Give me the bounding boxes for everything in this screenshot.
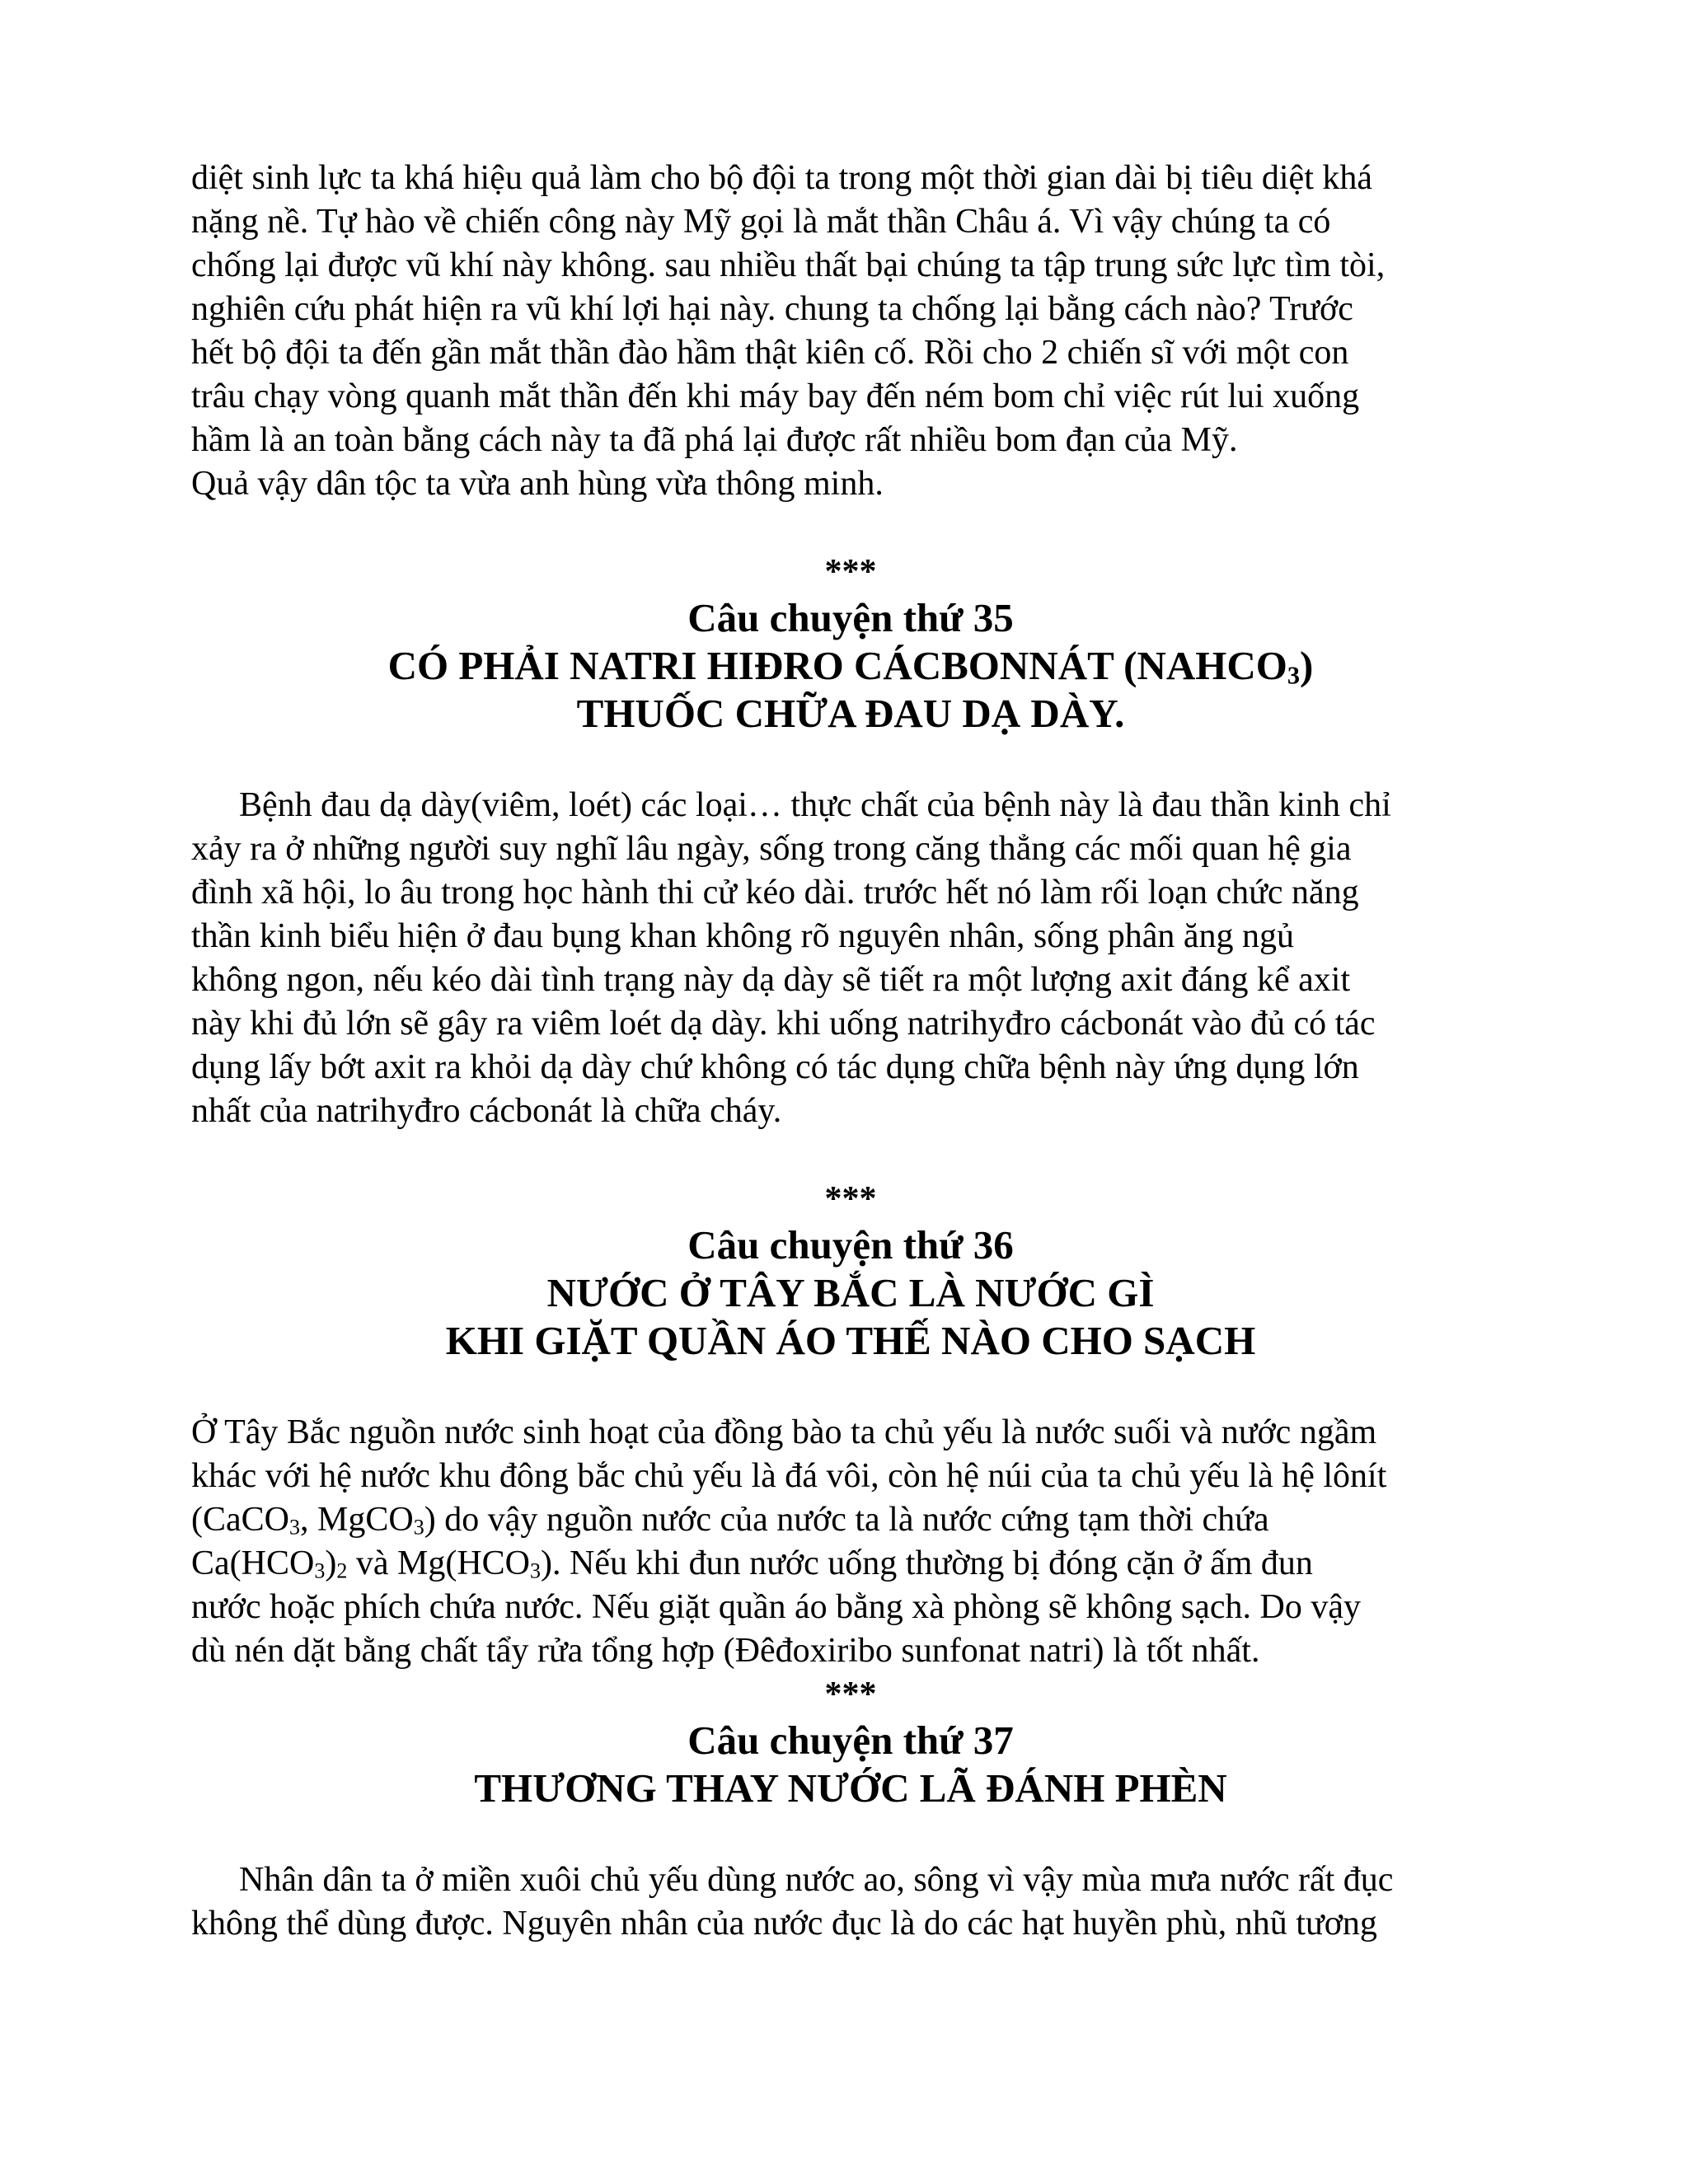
text-line: dù nén dặt bằng chất tẩy rửa tổng hợp (Đêđoxiribo sunfonat natri) là tốt nhất. bbox=[191, 1632, 1260, 1670]
text-line: không ngon, nếu kéo dài tình trạng này dạ dày sẽ tiết ra một lượng axit đáng kể axit bbox=[191, 961, 1351, 999]
text-line: dụng lấy bớt axit ra khỏi dạ dày chứ không có tác dụng chữa bệnh này ứng dụng lớn bbox=[191, 1048, 1359, 1086]
text-line: thần kinh biểu hiện ở đau bụng khan không rõ nguyên nhân, sống phân ăng ngủ bbox=[191, 917, 1294, 955]
text-line: xảy ra ở những người suy nghĩ lâu ngày, sống trong căng thẳng các mối quan hệ gia bbox=[191, 830, 1352, 868]
text-line bbox=[191, 1498, 1510, 1542]
story-36-number: Câu chuyện thứ 36 bbox=[687, 1222, 1014, 1268]
story-35-title-line-1 bbox=[191, 642, 1510, 690]
text-fragment: ) bbox=[325, 1544, 337, 1582]
text-line: đình xã hội, lo âu trong học hành thi cử kéo dài. trước hết nó làm rối loạn chức năng bbox=[191, 874, 1359, 912]
story-35-body bbox=[191, 784, 1510, 1133]
section-separator: *** bbox=[824, 553, 877, 591]
text-line: Ở Tây Bắc nguồn nước sinh hoạt của đồng bào ta chủ yếu là nước suối và nước ngầm bbox=[191, 1413, 1377, 1451]
story-37-number: Câu chuyện thứ 37 bbox=[687, 1718, 1014, 1763]
story-35-title-line-2: THUỐC CHỮA ĐAU DẠ DÀY. bbox=[576, 691, 1125, 736]
text-fragment: (CaCO bbox=[191, 1501, 289, 1539]
text-line: nhất của natrihyđro cácbonát là chữa cháy. bbox=[191, 1092, 782, 1130]
text-line: hết bộ đội ta đến gần mắt thần đào hầm thật kiên cố. Rồi cho 2 chiến sĩ với một con bbox=[191, 334, 1349, 372]
story-37-body bbox=[191, 1858, 1510, 1946]
text-line: Bệnh đau dạ dày(viêm, loét) các loại… thực chất của bệnh này là đau thần kinh chỉ bbox=[239, 786, 1391, 824]
text-line: diệt sinh lực ta khá hiệu quả làm cho bộ đội ta trong một thời gian dài bị tiêu diệt khá bbox=[191, 159, 1373, 197]
text-line: chống lại được vũ khí này không. sau nhiều thất bại chúng ta tập trung sức lực tìm tòi, bbox=[191, 246, 1386, 284]
text-line: Quả vậy dân tộc ta vừa anh hùng vừa thông minh. bbox=[191, 465, 884, 503]
story-36-body bbox=[191, 1411, 1510, 1673]
subscript: 3 bbox=[289, 1515, 301, 1540]
text-line: nước hoặc phích chứa nước. Nếu giặt quần áo bằng xà phòng sẽ không sạch. Do vậy bbox=[191, 1588, 1361, 1626]
title-text: ) bbox=[1300, 643, 1314, 688]
subscript: 3 bbox=[314, 1558, 326, 1583]
section-separator: *** bbox=[824, 1675, 877, 1713]
story-37-title: THƯƠNG THAY NƯỚC LÃ ĐÁNH PHÈN bbox=[474, 1765, 1227, 1811]
story-36-title-line-1: NƯỚC Ở TÂY BẮC LÀ NƯỚC GÌ bbox=[546, 1270, 1155, 1315]
story-35-number: Câu chuyện thứ 35 bbox=[687, 595, 1014, 640]
subscript: 3 bbox=[413, 1515, 424, 1540]
text-line: nặng nề. Tự hào về chiến công này Mỹ gọi là mắt thần Châu á. Vì vậy chúng ta có bbox=[191, 203, 1331, 241]
section-separator: *** bbox=[824, 1180, 877, 1218]
text-line: nghiên cứu phát hiện ra vũ khí lợi hại này. chung ta chống lại bằng cách nào? Trước bbox=[191, 290, 1353, 328]
intro-paragraph bbox=[191, 157, 1510, 506]
text-fragment: Ca(HCO bbox=[191, 1544, 315, 1582]
text-line: khác với hệ nước khu đông bắc chủ yếu là đá vôi, còn hệ núi của ta chủ yếu là hệ lônít bbox=[191, 1457, 1387, 1495]
document-page bbox=[191, 157, 1510, 1946]
subscript: 3 bbox=[530, 1558, 542, 1583]
subscript: 3 bbox=[1287, 661, 1301, 690]
text-line: này khi đủ lớn sẽ gây ra viêm loét dạ dày. khi uống natrihyđro cácbonát vào đủ có tác bbox=[191, 1005, 1376, 1043]
text-line: Nhân dân ta ở miền xuôi chủ yếu dùng nước ao, sông vì vậy mùa mưa nước rất đục bbox=[239, 1861, 1394, 1899]
story-36-title-line-2: KHI GIẶT QUẦN ÁO THẾ NÀO CHO SẠCH bbox=[445, 1318, 1256, 1363]
text-fragment: ). Nếu khi đun nước uống thường bị đóng cặn ở ấm đun bbox=[541, 1544, 1313, 1582]
text-line: trâu chạy vòng quanh mắt thần đến khi máy bay đến ném bom chỉ việc rút lui xuống bbox=[191, 377, 1360, 415]
text-fragment: , MgCO bbox=[300, 1501, 414, 1539]
text-line: hầm là an toàn bằng cách này ta đã phá lại được rất nhiều bom đạn của Mỹ. bbox=[191, 421, 1238, 459]
text-fragment: ) do vậy nguồn nước của nước ta là nước cứng tạm thời chứa bbox=[424, 1501, 1269, 1539]
subscript: 2 bbox=[336, 1558, 348, 1583]
text-line: không thể dùng được. Nguyên nhân của nước đục là do các hạt huyền phù, nhũ tương bbox=[191, 1905, 1377, 1943]
title-text: CÓ PHẢI NATRI HIĐRO CÁCBONNÁT (NAHCO bbox=[387, 643, 1287, 688]
text-fragment: và Mg(HCO bbox=[347, 1544, 531, 1582]
text-line bbox=[191, 1542, 1510, 1586]
